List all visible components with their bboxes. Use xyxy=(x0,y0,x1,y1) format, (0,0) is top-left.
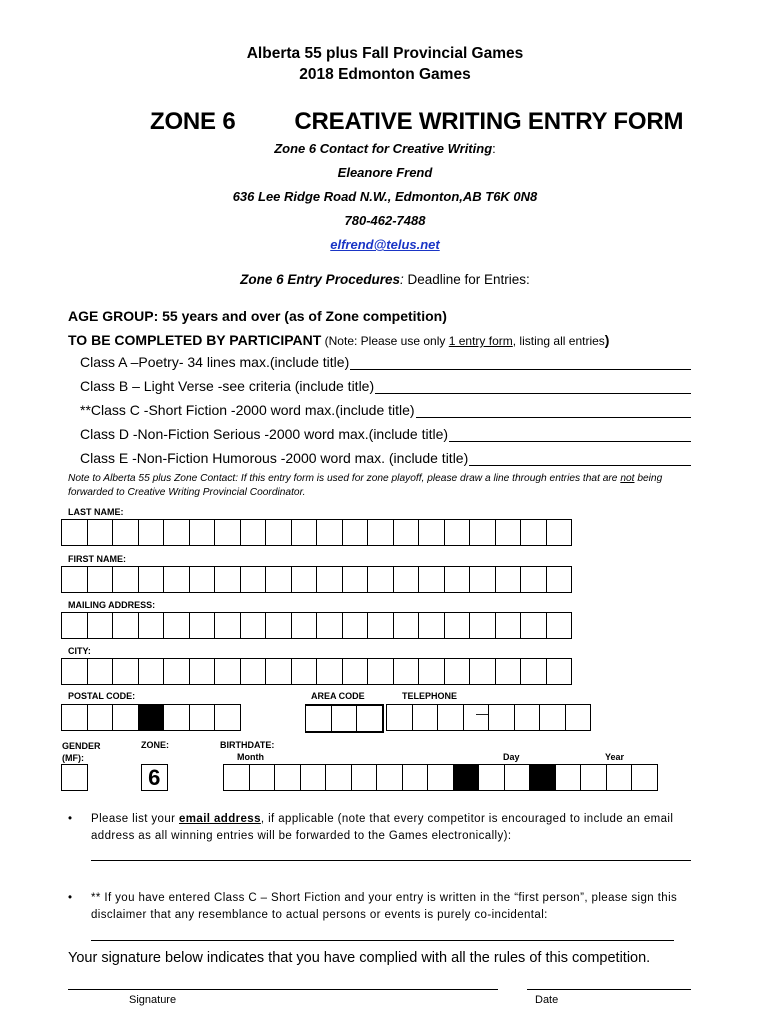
char-box[interactable] xyxy=(495,566,522,593)
char-box[interactable] xyxy=(163,704,190,731)
char-box[interactable] xyxy=(444,566,471,593)
char-box[interactable] xyxy=(240,658,267,685)
char-box[interactable] xyxy=(606,764,633,791)
class-a-label: Class A –Poetry- 34 lines max.(include title) xyxy=(80,354,350,370)
char-box[interactable] xyxy=(331,705,358,732)
mailing-address-boxes[interactable] xyxy=(62,612,572,639)
class-a-row[interactable] xyxy=(80,354,691,370)
char-box[interactable] xyxy=(356,705,383,732)
char-box[interactable] xyxy=(555,764,582,791)
char-box[interactable] xyxy=(469,658,496,685)
char-box[interactable] xyxy=(61,658,88,685)
disclaimer-signature-line[interactable] xyxy=(91,940,674,941)
char-box[interactable] xyxy=(214,566,241,593)
char-box[interactable] xyxy=(163,566,190,593)
char-box[interactable] xyxy=(189,658,216,685)
char-box[interactable] xyxy=(214,658,241,685)
char-box[interactable] xyxy=(189,519,216,546)
zone-contact-note: Note to Alberta 55 plus Zone Contact: If this entry form is used for zone playoff, please draw a line through entries that are not being forwarded to Creative Writing Provincial Coordinator. xyxy=(68,473,663,498)
char-box[interactable] xyxy=(418,566,445,593)
mailing-address-label: MAILING ADDRESS: xyxy=(68,600,156,610)
char-box[interactable] xyxy=(265,612,292,639)
char-box[interactable] xyxy=(291,612,318,639)
char-box[interactable] xyxy=(393,519,420,546)
char-box[interactable] xyxy=(138,519,165,546)
class-a-line[interactable] xyxy=(350,355,691,370)
age-group: AGE GROUP: 55 years and over (as of Zone competition) xyxy=(68,308,447,324)
char-box[interactable] xyxy=(316,519,343,546)
class-d-row[interactable] xyxy=(80,426,691,442)
telephone-label: TELEPHONE xyxy=(402,691,458,701)
char-box[interactable] xyxy=(520,612,547,639)
char-box[interactable] xyxy=(469,519,496,546)
date-label: Date xyxy=(535,994,559,1006)
char-box[interactable] xyxy=(316,566,343,593)
char-box[interactable] xyxy=(393,658,420,685)
char-box xyxy=(138,704,165,731)
char-box[interactable] xyxy=(520,658,547,685)
char-box[interactable] xyxy=(367,566,394,593)
date-line[interactable] xyxy=(527,989,691,990)
char-box[interactable] xyxy=(546,658,573,685)
char-box[interactable] xyxy=(249,764,276,791)
char-box[interactable] xyxy=(342,612,369,639)
city-label: CITY: xyxy=(68,646,91,656)
char-box[interactable] xyxy=(342,658,369,685)
char-box[interactable] xyxy=(240,566,267,593)
char-box[interactable] xyxy=(520,519,547,546)
last-name-boxes[interactable] xyxy=(62,519,572,546)
class-c-label: **Class C -Short Fiction -2000 word max.(include title) xyxy=(80,402,415,418)
class-b-line[interactable] xyxy=(375,379,691,394)
email-bullet: • Please list your email address, if applicable (note that every competitor is encouraged to include an email address as all winning entries will be forwarded to the Games electronically): xyxy=(68,813,674,842)
year-label: Year xyxy=(605,752,625,762)
contact-email-row xyxy=(0,237,770,252)
city-boxes[interactable] xyxy=(62,658,572,685)
contact-phone: 780-462-7488 xyxy=(344,213,426,228)
class-e-line[interactable] xyxy=(469,451,691,466)
char-box[interactable] xyxy=(87,566,114,593)
contact-email-link[interactable]: elfrend@telus.net xyxy=(330,237,440,252)
char-box[interactable] xyxy=(240,612,267,639)
char-box[interactable] xyxy=(112,704,139,731)
class-d-line[interactable] xyxy=(449,427,691,442)
char-box[interactable] xyxy=(469,566,496,593)
char-box xyxy=(453,764,480,791)
char-box[interactable] xyxy=(112,519,139,546)
char-box[interactable] xyxy=(214,612,241,639)
char-box[interactable] xyxy=(291,519,318,546)
char-box[interactable] xyxy=(87,519,114,546)
char-box[interactable] xyxy=(316,612,343,639)
char-box[interactable] xyxy=(163,612,190,639)
char-box[interactable] xyxy=(189,612,216,639)
char-box[interactable] xyxy=(138,566,165,593)
char-box[interactable] xyxy=(437,704,464,731)
signature-label: Signature xyxy=(129,994,177,1006)
gender-box[interactable] xyxy=(62,764,88,791)
char-box[interactable] xyxy=(520,566,547,593)
char-box[interactable] xyxy=(265,566,292,593)
header-line-2: 2018 Edmonton Games xyxy=(299,66,471,83)
postal-code-boxes[interactable] xyxy=(62,704,241,731)
char-box[interactable] xyxy=(325,764,352,791)
zone-value: 6 xyxy=(141,764,168,791)
zone-heading: ZONE 6 xyxy=(150,108,236,135)
char-box[interactable] xyxy=(214,704,241,731)
char-box[interactable] xyxy=(316,658,343,685)
email-line[interactable] xyxy=(91,860,691,861)
char-box[interactable] xyxy=(61,566,88,593)
char-box[interactable] xyxy=(546,612,573,639)
class-e-label: Class E -Non-Fiction Humorous -2000 word max. (include title) xyxy=(80,450,469,466)
char-box[interactable] xyxy=(444,519,471,546)
char-box[interactable] xyxy=(546,566,573,593)
disclaimer-bullet: • ** If you have entered Class C – Short Fiction and your entry is written in the “first person”, please sign this disclaimer that any resemblance to actual persons or events is purely co-incidental: xyxy=(68,892,678,921)
char-box[interactable] xyxy=(163,519,190,546)
char-box[interactable] xyxy=(87,704,114,731)
char-box[interactable] xyxy=(418,612,445,639)
postal-code-label: POSTAL CODE: xyxy=(68,691,136,701)
char-box[interactable] xyxy=(351,764,378,791)
char-box[interactable] xyxy=(580,764,607,791)
char-box[interactable] xyxy=(427,764,454,791)
contact-name: Eleanore Frend xyxy=(337,165,433,180)
char-box[interactable] xyxy=(393,566,420,593)
char-box[interactable] xyxy=(189,566,216,593)
class-b-label: Class B – Light Verse -see criteria (include title) xyxy=(80,378,375,394)
last-name-label: LAST NAME: xyxy=(68,507,124,517)
class-e-row[interactable] xyxy=(80,450,691,466)
char-box[interactable] xyxy=(291,658,318,685)
char-box[interactable] xyxy=(61,704,88,731)
char-box[interactable] xyxy=(112,566,139,593)
char-box[interactable] xyxy=(61,519,88,546)
char-box[interactable] xyxy=(444,658,471,685)
char-box[interactable] xyxy=(112,658,139,685)
char-box[interactable] xyxy=(61,612,88,639)
char-box[interactable] xyxy=(138,658,165,685)
first-name-label: FIRST NAME: xyxy=(68,554,126,564)
char-box[interactable] xyxy=(265,658,292,685)
char-box[interactable] xyxy=(367,612,394,639)
char-box[interactable] xyxy=(504,764,531,791)
char-box[interactable] xyxy=(305,705,332,732)
participant-instruction: TO BE COMPLETED BY PARTICIPANT (Note: Please use only 1 entry form, listing all entries) xyxy=(68,332,610,348)
birthdate-label: BIRTHDATE: xyxy=(220,740,275,750)
month-label: Month xyxy=(237,752,264,762)
char-box[interactable] xyxy=(163,658,190,685)
class-b-row[interactable] xyxy=(80,378,691,394)
char-box[interactable] xyxy=(546,519,573,546)
char-box[interactable] xyxy=(418,519,445,546)
contact-heading: Zone 6 Contact for Creative Writing: xyxy=(274,141,496,156)
char-box[interactable] xyxy=(223,764,250,791)
char-box[interactable] xyxy=(87,612,114,639)
char-box[interactable] xyxy=(367,658,394,685)
gender-label: GENDER (MF): xyxy=(62,741,101,763)
area-code-boxes[interactable] xyxy=(305,704,384,733)
char-box[interactable] xyxy=(189,704,216,731)
char-box[interactable] xyxy=(495,612,522,639)
char-box[interactable] xyxy=(469,612,496,639)
char-box[interactable] xyxy=(240,519,267,546)
form-title xyxy=(150,108,683,136)
char-box[interactable] xyxy=(214,519,241,546)
char-box[interactable] xyxy=(393,612,420,639)
class-c-line[interactable] xyxy=(416,403,691,418)
zone-label: ZONE: xyxy=(141,740,169,750)
first-name-boxes[interactable] xyxy=(62,566,572,593)
char-box[interactable] xyxy=(412,704,439,731)
char-box[interactable] xyxy=(87,658,114,685)
char-box[interactable] xyxy=(514,704,541,731)
char-box[interactable] xyxy=(112,612,139,639)
char-box[interactable] xyxy=(418,658,445,685)
telephone-boxes[interactable] xyxy=(387,704,591,731)
char-box[interactable] xyxy=(488,704,515,731)
char-box[interactable] xyxy=(265,519,292,546)
char-box[interactable] xyxy=(386,704,413,731)
char-box[interactable] xyxy=(300,764,327,791)
char-box[interactable] xyxy=(367,519,394,546)
signature-statement: Your signature below indicates that you have complied with all the rules of this competition. xyxy=(68,950,651,966)
char-box[interactable] xyxy=(495,519,522,546)
day-label: Day xyxy=(503,752,520,762)
zone-box[interactable] xyxy=(142,764,168,791)
char-box[interactable] xyxy=(444,612,471,639)
char-box[interactable] xyxy=(138,612,165,639)
char-box xyxy=(529,764,556,791)
area-code-label: AREA CODE xyxy=(311,691,365,701)
header-line-1: Alberta 55 plus Fall Provincial Games xyxy=(246,45,524,62)
char-box[interactable] xyxy=(342,566,369,593)
char-box[interactable] xyxy=(291,566,318,593)
char-box[interactable] xyxy=(376,764,403,791)
entry-procedures: Zone 6 Entry Procedures: Deadline for Entries: xyxy=(240,272,530,287)
phone-dash: — xyxy=(476,706,489,721)
char-box[interactable] xyxy=(478,764,505,791)
char-box[interactable] xyxy=(565,704,592,731)
char-box[interactable] xyxy=(402,764,429,791)
class-d-label: Class D -Non-Fiction Serious -2000 word max.(include title) xyxy=(80,426,449,442)
birthdate-boxes[interactable] xyxy=(224,764,658,791)
contact-address: 636 Lee Ridge Road N.W., Edmonton,AB T6K 0N8 xyxy=(232,189,538,204)
class-c-row[interactable] xyxy=(80,402,691,418)
char-box[interactable] xyxy=(631,764,658,791)
char-box[interactable] xyxy=(274,764,301,791)
char-box[interactable] xyxy=(539,704,566,731)
form-heading: CREATIVE WRITING ENTRY FORM xyxy=(294,108,684,135)
signature-line[interactable] xyxy=(68,989,498,990)
char-box[interactable] xyxy=(342,519,369,546)
char-box[interactable] xyxy=(495,658,522,685)
